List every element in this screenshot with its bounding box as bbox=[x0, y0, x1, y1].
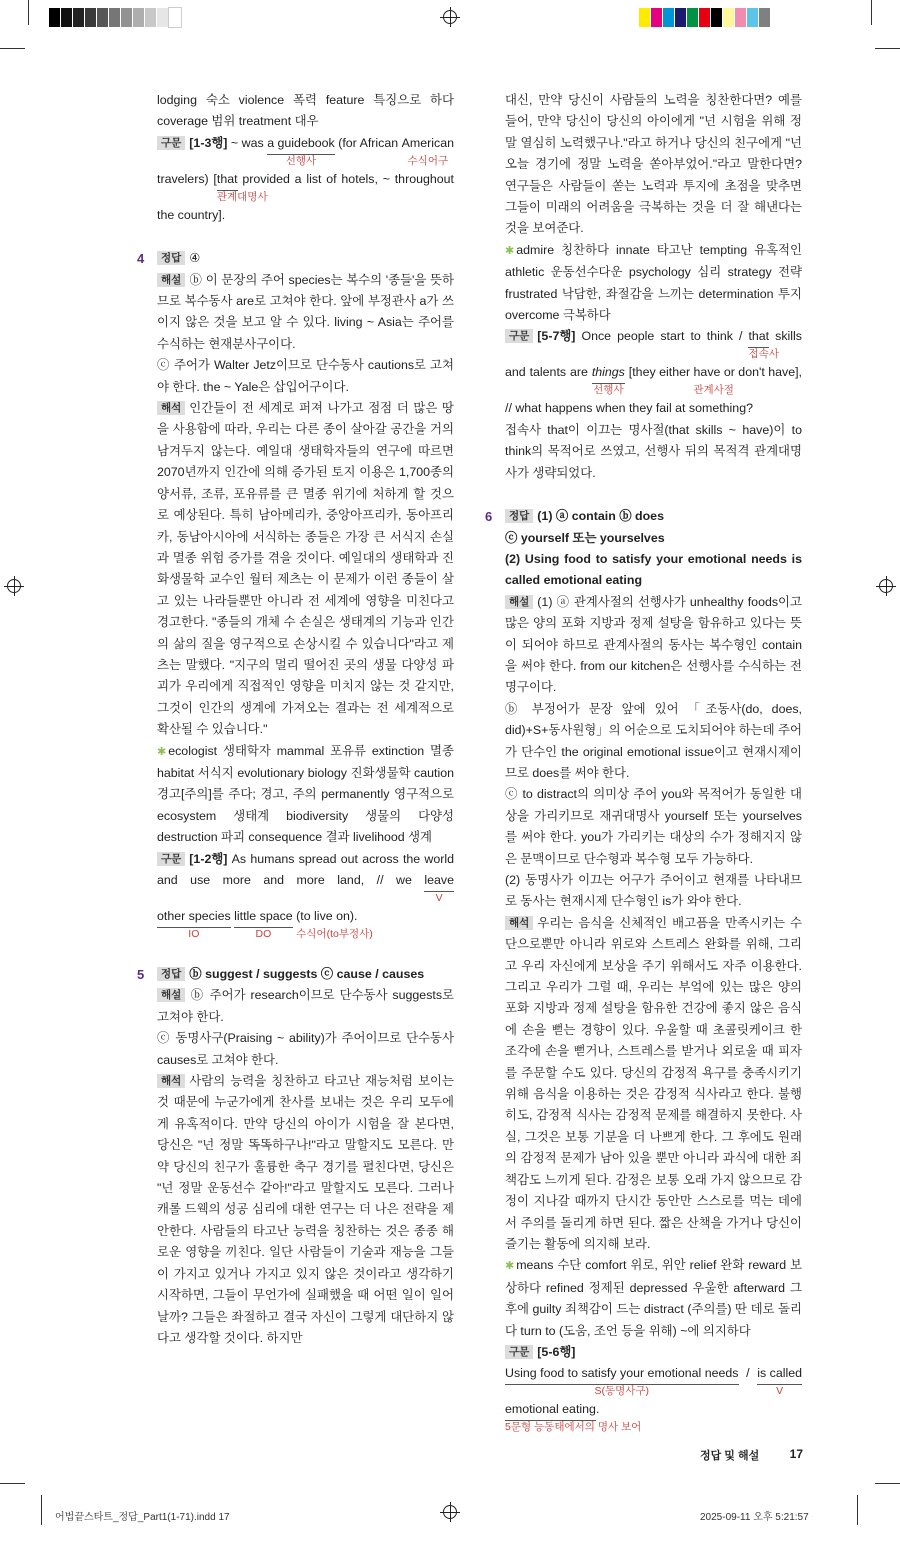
question-number: 4 bbox=[137, 251, 145, 267]
registration-mark-icon bbox=[443, 1505, 457, 1519]
annotated-phrase: [they either have or don't have] 관계사절 bbox=[628, 365, 799, 397]
question-5-continued bbox=[505, 90, 802, 484]
color-swatch bbox=[49, 8, 61, 27]
slug-line bbox=[857, 1495, 858, 1525]
syntax-note: 접속사 that이 이끄는 명사절(that skills ~ have)이 to think의 목적어로 쓰였고, 선행사 뒤의 목적격 관계대명사가 생략되었다. bbox=[505, 422, 802, 480]
answer: ⓑ suggest / suggests ⓒ cause / causes bbox=[189, 967, 425, 981]
color-swatch bbox=[675, 8, 687, 27]
color-swatch bbox=[109, 8, 121, 27]
explanation-label: 해설 bbox=[505, 595, 533, 609]
question-5 bbox=[137, 964, 454, 1349]
print-marks-top bbox=[0, 0, 900, 90]
grammar-label: IO bbox=[188, 928, 200, 940]
grammar-label: DO bbox=[255, 928, 272, 940]
syntax-text: ~ was bbox=[227, 135, 268, 150]
color-swatch bbox=[735, 8, 747, 27]
syntax-text: (for African bbox=[334, 135, 402, 150]
answer-label: 정답 bbox=[505, 509, 533, 523]
color-swatch bbox=[61, 8, 73, 27]
explanation-text: (1) ⓐ 관계사절의 선행사가 unhealthy foods이고 많은 양의 포화 지방과 정제 설탕을 함유하고 있다는 뜻이 되어야 하므로 관계사절의 동사는 복수형인 contain을 써야 한다. from our kitchen은 선행사를 수식하는 전명구이다. bbox=[505, 594, 802, 695]
color-swatch bbox=[723, 8, 735, 27]
grammar-label: 5문형 능동태에서의 명사 보어 bbox=[505, 1421, 642, 1434]
syntax-analysis bbox=[505, 326, 802, 419]
syntax-analysis bbox=[505, 1342, 802, 1435]
slug-line bbox=[41, 1495, 42, 1525]
left-column bbox=[137, 90, 454, 1435]
translation-label: 해석 bbox=[157, 401, 185, 415]
crop-mark bbox=[0, 1483, 25, 1484]
explanation-label: 해설 bbox=[157, 273, 185, 287]
color-swatch bbox=[747, 8, 759, 27]
explanation-text: ⓒ 주어가 Walter Jetz이므로 단수동사 cautions로 고쳐야 한다. the ~ Yale은 삽입어구이다. bbox=[157, 358, 454, 394]
file-name: 어법끝스타트_정답_Part1(1-71).indd 17 bbox=[55, 1512, 230, 1524]
grammar-label: 수식어(to부정사) bbox=[296, 928, 373, 940]
answer: (2) Using food to satisfy your emotional needs is called emotional eating bbox=[505, 551, 802, 588]
color-swatch bbox=[157, 8, 169, 27]
syntax-text: As humans spread out across the world and use more and more land, // we bbox=[157, 851, 454, 887]
question-number: 6 bbox=[485, 509, 493, 525]
syntax-label: 구문 bbox=[157, 852, 185, 866]
color-swatch bbox=[133, 8, 145, 27]
color-swatch bbox=[97, 8, 109, 27]
grammar-label: 관계사절 bbox=[693, 384, 734, 397]
color-swatch bbox=[121, 8, 133, 27]
annotated-phrase: that 관계대명사 bbox=[217, 169, 238, 191]
vocab-star-icon: ✱ bbox=[505, 244, 515, 257]
explanation-text: (2) 동명사가 이끄는 어구가 주어이고 현재를 나타내므로 동사는 현재시제 단수형인 is가 와야 한다. bbox=[505, 873, 802, 909]
explanation-text: ⓒ 동명사구(Praising ~ ability)가 주어이므로 단수동사 causes로 고쳐야 한다. bbox=[157, 1031, 454, 1067]
color-swatch bbox=[651, 8, 663, 27]
annotated-phrase: a guidebook 선행사 bbox=[267, 133, 335, 155]
annotated-phrase: that 접속사 bbox=[748, 326, 769, 348]
explanation-label: 해설 bbox=[157, 988, 185, 1002]
translation-text: 대신, 만약 당신이 사람들의 노력을 칭찬한다면? 예를 들어, 만약 당신이 당신의 아이에게 "넌 시험을 위해 정말 열심히 노력했구나."라고 하거나 당신의 친구에게 "넌 오늘 경기에 정말 노력을 쏟아부었어."라고 말한다면? 연구들은 사람들이 쏟는 노력과 투지에 초점을 맞추면 그들이 미래의 어려움을 극복하는 것을 더 잘 해낸다는 것을 보여준다. bbox=[505, 93, 802, 236]
grammar-label: 선행사 bbox=[593, 384, 624, 397]
translation-text: 인간들이 전 세계로 퍼져 나가고 점점 더 많은 땅을 사용함에 따라, 우리는 다른 종이 살아갈 공간을 거의 남겨두지 않는다. 예일대 생태학자들의 연구에 따르면 2070년까지 인간에 의해 증가된 토지 이용은 1,700종의 양서류, 조류, 포유류를 큰 멸종 위기에 처하게 할 것으로 예상된다. 특히 남아메리카, 중앙아프리카, 동아프리카, 동남아시아에 서식하는 종들은 가장 큰 서식지 손실과 멸종 위험 증가를 겪을 것이다. 예일대의 생태학과 진화생물학 교수인 월터 제츠는 이 문제가 이런 종들이 살고 있는 나라들뿐만 아니라 전 세계에 영향을 미친다고 경고한다. "종들의 개체 수 손실은 생태계의 기능과 인간의 삶의 질을 영구적으로 손상시킬 수 있습니다"라고 제츠는 말했다. "지구의 멀리 떨어진 곳의 생물 다양성 파괴가 우리에게 직접적인 영향을 미치지 않는 것 같지만, 그것이 인간의 생계에 가져오는 결과는 전 세계적으로 확산될 수 있습니다." bbox=[157, 401, 454, 737]
cmyk-color-bar bbox=[639, 8, 771, 27]
annotated-phrase: other species IO bbox=[157, 906, 231, 928]
syntax-text: , // what happens when they fail at something? bbox=[505, 365, 802, 416]
answer-label: 정답 bbox=[157, 967, 185, 981]
color-swatch bbox=[663, 8, 675, 27]
color-swatch bbox=[687, 8, 699, 27]
explanation-text: ⓑ 주어가 research이므로 단수동사 suggests로 고쳐야 한다. bbox=[157, 988, 454, 1024]
color-swatch bbox=[699, 8, 711, 27]
crop-mark bbox=[875, 1483, 900, 1484]
color-swatch bbox=[711, 8, 723, 27]
grammar-label: 관계대명사 bbox=[216, 190, 268, 203]
color-swatch bbox=[145, 8, 157, 27]
explanation-text: ⓑ 부정어가 문장 앞에 있어 「조동사(do, does, did)+S+동사원형」의 어순으로 도치되어야 하는데 주어가 단수인 the original emotional issue이고 현재시제이므로 does를 써야 한다. bbox=[505, 701, 802, 780]
annotated-phrase: emotional eating 5문형 능동태에서의 명사 보어 bbox=[505, 1399, 596, 1421]
question-number: 5 bbox=[137, 967, 145, 982]
line-ref: [5-6행] bbox=[537, 1344, 576, 1359]
syntax-label: 구문 bbox=[157, 136, 185, 150]
line-ref: [1-2행] bbox=[189, 851, 228, 866]
annotated-phrase: Using food to satisfy your emotional needs S(동명사구) bbox=[505, 1363, 739, 1385]
syntax-analysis bbox=[157, 849, 454, 942]
color-swatch bbox=[85, 8, 97, 27]
translation-text: 사람의 능력을 칭찬하고 타고난 재능처럼 보이는 것 때문에 누군가에게 찬사를 보내는 것은 우리 모두에게 유혹적이다. 만약 당신의 아이가 시험을 잘 본다면, 당신은 "넌 정말 똑똑하구나!"라고 말할지도 모른다. 만약 당신의 친구가 훌륭한 축구 경기를 펼친다면, 당신은 "넌 정말 운동선수 같아!"라고 말할지도 모른다. 그러나 캐롤 드웩의 성공 심리에 대한 연구는 더 나은 전략을 제안한다. 사람들의 타고난 능력을 칭찬하는 것은 종종 해로운 영향을 끼친다. 일단 사람들이 기술과 재능을 그들이 가지고 있거나 가지고 있지 않은 것이라고 생각하기 시작하면, 그들이 무언가에 실패했을 때 어떤 일이 일어날까? 그들은 좌절하고 결국 자신이 그렇게 대단하지 않다고 생각할 것이다. 하지만 bbox=[157, 1074, 454, 1345]
color-swatch bbox=[73, 8, 85, 27]
syntax-text: / bbox=[746, 1366, 758, 1381]
translation-label: 해석 bbox=[505, 916, 533, 930]
print-timestamp: 2025-09-11 오후 5:21:57 bbox=[700, 1512, 809, 1524]
grammar-label: V bbox=[435, 892, 443, 904]
page-number: 17 bbox=[789, 1447, 803, 1462]
syntax-analysis bbox=[157, 133, 454, 226]
grammar-label: 접속사 bbox=[748, 348, 779, 361]
grammar-label: S(동명사구) bbox=[594, 1385, 650, 1398]
question-6 bbox=[485, 506, 802, 1435]
syntax-label: 구문 bbox=[505, 1345, 533, 1359]
grayscale-color-bar bbox=[49, 8, 181, 27]
registration-mark-icon bbox=[443, 10, 457, 24]
syntax-text: skills and talents are bbox=[505, 329, 802, 380]
right-column bbox=[485, 90, 802, 1435]
annotated-phrase: leave V bbox=[424, 870, 454, 892]
line-ref: [1-3행] bbox=[189, 135, 228, 150]
color-swatch bbox=[639, 8, 651, 27]
vocab-list: ecologist 생태학자 mammal 포유류 extinction 멸종 habitat 서식지 evolutionary biology 진화생물학 caution 경고[주의]를 주다; 경고, 주의 permanently 영구적으로 ecosystem 생태계 biodiversity 생물의 다양성 destruction 파괴 consequence 결과 livelihood 생계 bbox=[157, 743, 454, 845]
vocab-list: lodging 숙소 violence 폭력 feature 특징으로 하다 coverage 범위 treatment 대우 bbox=[157, 93, 454, 129]
color-swatch bbox=[759, 8, 771, 27]
annotated-phrase: little space DO bbox=[234, 906, 293, 928]
annotated-phrase: (to live on) 수식어(to부정사) bbox=[296, 909, 373, 940]
vocab-star-icon: ✱ bbox=[157, 745, 167, 758]
syntax-text: Once people start to think / bbox=[575, 329, 749, 344]
crop-mark bbox=[875, 48, 900, 49]
grammar-label: 수식어구 bbox=[407, 154, 449, 167]
left-top-block bbox=[157, 90, 454, 226]
content-columns bbox=[0, 90, 900, 1435]
vocab-list: means 수단 comfort 위로, 위안 relief 완화 reward 보상하다 refined 정제된 depressed 우울한 afterward 그 후에 guilty 죄책감이 드는 distract (주의를) 딴 데로 돌리다 turn to (도움, 조언 등을 위해) ~에 의지하다 bbox=[505, 1258, 802, 1338]
syntax-text: . bbox=[354, 909, 358, 923]
color-swatch bbox=[169, 8, 181, 27]
question-4 bbox=[137, 248, 454, 942]
annotated-phrase: is called V bbox=[757, 1363, 802, 1385]
explanation-text: ⓑ 이 문장의 주어 species는 복수의 '종들'을 뜻하므로 복수동사 are로 고쳐야 한다. 앞에 부정관사 a가 쓰이지 않은 것을 보고 알 수 있다. living ~ Asia는 주어를 수식하는 현재분사구이다. bbox=[157, 272, 454, 351]
print-slug bbox=[0, 1483, 900, 1543]
crop-mark bbox=[871, 0, 872, 25]
translation-label: 해석 bbox=[157, 1074, 185, 1088]
syntax-text: travelers) [ bbox=[157, 171, 217, 186]
answer: ④ bbox=[189, 251, 201, 266]
syntax-label: 구문 bbox=[505, 329, 533, 343]
annotated-phrase: American 수식어구 bbox=[401, 135, 454, 167]
grammar-label: V bbox=[776, 1385, 784, 1398]
vocab-star-icon: ✱ bbox=[505, 1260, 515, 1273]
answer-label: 정답 bbox=[157, 251, 185, 265]
syntax-text: provided a list of hotels, ~ throughout the country]. bbox=[157, 171, 454, 222]
answer: (1) ⓐ contain ⓑ does bbox=[537, 509, 664, 524]
section-title: 정답 및 해설 bbox=[700, 1450, 760, 1463]
translation-text: 우리는 음식을 신체적인 배고픔을 만족시키는 수단으로뿐만 아니라 위로와 스트레스 완화를 위해, 그리고 우리 자신에게 보상을 주기 위해서도 자주 이용한다. 그리고 우리가 그럴 때, 우리는 부엌에 있는 많은 양의 포화 지방과 정제 설탕을 함유한 건강에 좋지 않은 음식에 손을 뻗는 경향이 있다. 우울할 때 초콜릿케이크 한 조각에 손을 뻗거나, 스트레스를 받거나 외로울 때 피자를 주문할 수도 있다. 당신의 감정적 욕구를 충족시키기 위해 음식을 이용하는 것은 감정적 식사라고 한다. 불행히도, 감정적 식사는 감정적 문제를 해결하지 못한다. 사실, 그것은 보통 기분을 더 나쁘게 한다. 그 후에도 원래의 감정적 문제가 남아 있을 뿐만 아니라 과식에 대한 죄책감도 느끼게 된다. 감정은 보통 오래 가지 않으므로 감정이 지나갈 때까지 단시간 동안만 스스로를 먹는 데에서 주의를 돌리게 하면 된다. 짧은 산책을 가거나 당신이 즐기는 활동에 의지해 보라. bbox=[505, 915, 802, 1251]
page-footer bbox=[700, 1447, 803, 1463]
answer: ⓒ yourself 또는 yourselves bbox=[505, 530, 665, 545]
line-ref: [5-7행] bbox=[537, 329, 576, 344]
explanation-text: ⓒ to distract의 의미상 주어 you와 목적어가 동일한 대상을 가리키므로 재귀대명사 yourself 또는 yourselves를 써야 한다. you가 가리키는 대상의 수가 정해지지 않은 문맥이므로 단수형과 복수형 모두 가능하다. bbox=[505, 787, 802, 866]
syntax-text: . bbox=[595, 1402, 600, 1417]
vocab-list: admire 칭찬하다 innate 타고난 tempting 유혹적인 athletic 운동선수다운 psychology 심리 strategy 전략 frustrated 낙담한, 좌절감을 느끼는 determination 투지 overcome 극복하다 bbox=[505, 242, 802, 323]
crop-mark bbox=[0, 48, 25, 49]
annotated-phrase: things 선행사 bbox=[592, 362, 625, 384]
crop-mark bbox=[28, 0, 29, 25]
grammar-label: 선행사 bbox=[285, 154, 317, 167]
